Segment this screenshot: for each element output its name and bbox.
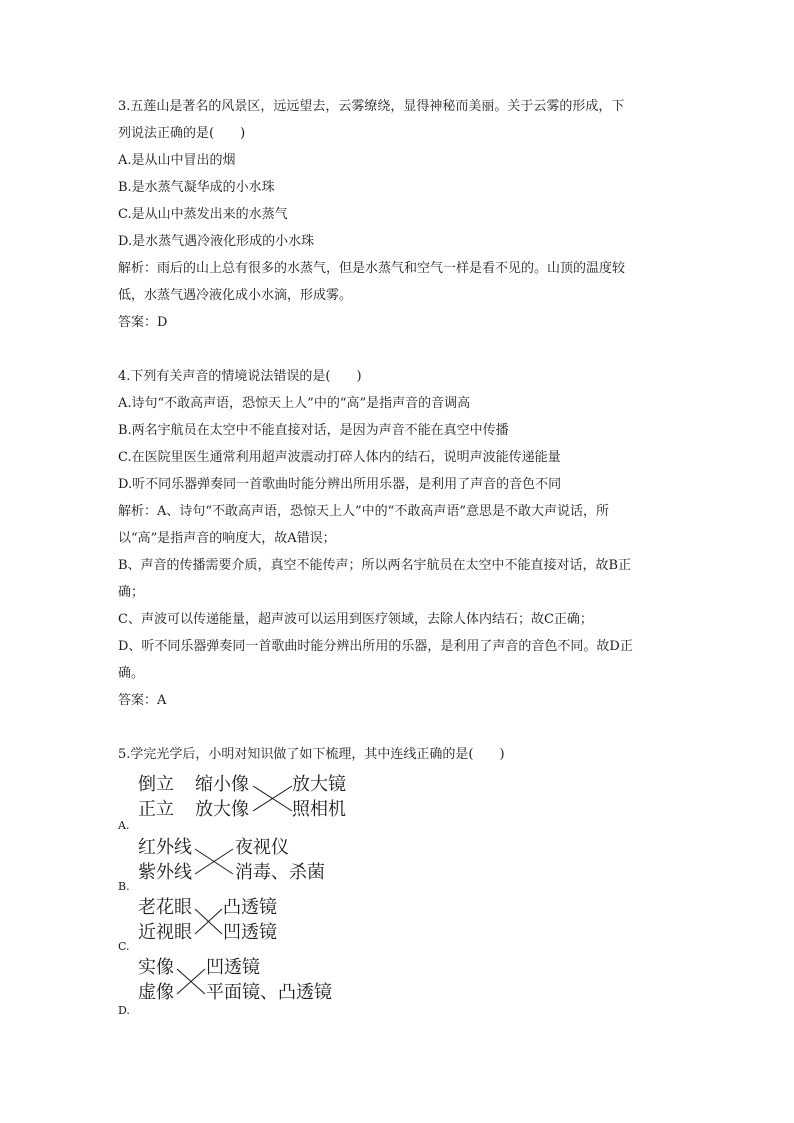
q5-b-left-2: 紫外线 — [138, 862, 192, 883]
q5-d-left-2: 虚像 — [138, 982, 174, 1003]
q5-option-c-diagram — [136, 897, 376, 947]
q5-a-left-1: 倒立 — [138, 774, 174, 795]
q5-c-left-1: 老花眼 — [138, 897, 192, 918]
q4-stem: 4.下列有关声音的情境说法错误的是( ) — [118, 369, 362, 384]
q5-option-d-diagram — [136, 957, 376, 1007]
q4-option-b: B.两名宇航员在太空中不能直接对话，是因为声音不能在真空中传播 — [118, 423, 509, 438]
q3-answer: 答案：D — [118, 315, 168, 330]
q5-d-right-2: 平面镜、凸透镜 — [206, 982, 332, 1003]
q5-a-right-2: 照相机 — [292, 799, 346, 820]
q5-option-d-letter: D. — [118, 1004, 130, 1017]
q5-c-right-1: 凸透镜 — [223, 897, 277, 918]
q4-analysis-line6: D、听不同乐器弹奏同一首歌曲时能分辨出所用的乐器，是利用了声音的音色不同。故D正 — [118, 639, 633, 654]
q4-analysis-line7: 确。 — [118, 666, 145, 681]
q5-a-mid-2: 放大像 — [195, 799, 249, 820]
q3-option-c: C.是从山中蒸发出来的水蒸气 — [118, 207, 288, 222]
q5-option-a — [118, 774, 678, 832]
q5-a-mid-1: 缩小像 — [195, 774, 249, 795]
q5-d-right-1: 凹透镜 — [206, 957, 260, 978]
q3-analysis-line1: 解析：雨后的山上总有很多的水蒸气，但是水蒸气和空气一样是看不见的。山顶的温度较 — [118, 261, 626, 276]
q5-c-left-2: 近视眼 — [138, 922, 192, 943]
q3-analysis-line2: 低，水蒸气遇冷液化成小水滴，形成雾。 — [118, 288, 353, 303]
q4-analysis-line1: 解析：A、诗句“不敢高声语，恐惊天上人”中的“不敢高声语”意思是不敢大声说话，所 — [118, 504, 609, 519]
q3-stem-line2: 列说法正确的是( ) — [118, 126, 246, 141]
q4-analysis-line2: 以“高”是指声音的响度大，故A错误； — [118, 531, 336, 546]
q5-option-c — [118, 897, 678, 953]
q5-a-left-2: 正立 — [138, 799, 174, 820]
q5-option-d — [118, 957, 678, 1017]
q5-option-b — [118, 837, 678, 893]
q4-analysis-line3: B、声音的传播需要介质，真空不能传声；所以两名宇航员在太空中不能直接对话，故B正 — [118, 558, 632, 573]
q5-option-a-letter: A. — [118, 819, 130, 832]
q5-option-b-letter: B. — [118, 880, 130, 893]
q5-d-left-1: 实像 — [138, 957, 174, 978]
q5-stem: 5.学完光学后，小明对知识做了如下梳理，其中连线正确的是( ) — [118, 747, 505, 762]
q5-b-left-1: 红外线 — [138, 837, 192, 858]
document-page — [118, 93, 678, 1017]
q3-option-d: D.是水蒸气遇冷液化形成的小水珠 — [118, 234, 315, 249]
q3-stem-line1: 3.五莲山是著名的风景区，远远望去，云雾缭绕，显得神秘而美丽。关于云雾的形成，下 — [118, 99, 625, 114]
q4-option-a: A.诗句“不敢高声语，恐惊天上人”中的“高”是指声音的音调高 — [118, 396, 471, 411]
q5-option-c-letter: C. — [118, 940, 130, 953]
q3-option-b: B.是水蒸气凝华成的小水珠 — [118, 180, 275, 195]
q5-option-b-diagram — [136, 837, 376, 887]
q4-option-c: C.在医院里医生通常利用超声波震动打碎人体内的结石，说明声波能传递能量 — [118, 450, 561, 465]
q4-option-d: D.听不同乐器弹奏同一首歌曲时能分辨出所用乐器，是利用了声音的音色不同 — [118, 477, 562, 492]
q4-analysis-line5: C、声波可以传递能量，超声波可以运用到医疗领域，去除人体内结石；故C正确； — [118, 612, 593, 627]
q5-c-right-2: 凹透镜 — [223, 922, 277, 943]
q5-a-right-1: 放大镜 — [292, 774, 346, 795]
q5-b-right-1: 夜视仪 — [235, 837, 289, 858]
q5-option-a-diagram — [136, 774, 376, 824]
q4-analysis-line4: 确； — [118, 585, 145, 600]
q5-b-right-2: 消毒、杀菌 — [235, 862, 325, 883]
q3-option-a: A.是从山中冒出的烟 — [118, 153, 236, 168]
q4-answer: 答案：A — [118, 693, 167, 708]
